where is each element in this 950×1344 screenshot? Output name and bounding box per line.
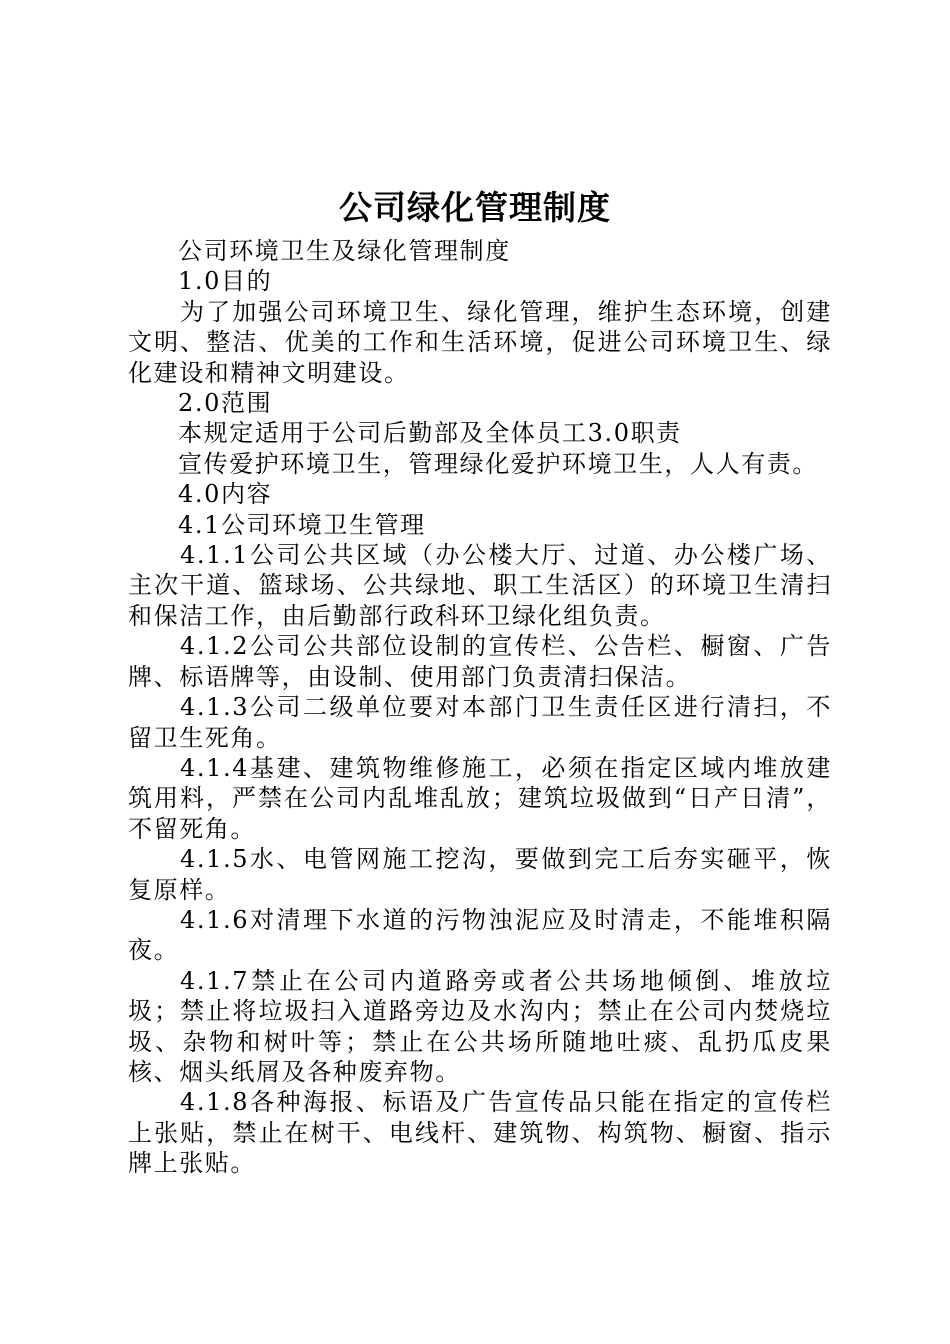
paragraph-subtitle: 公司环境卫生及绿化管理制度: [178, 237, 511, 265]
clause-4-1-5: 4.1.5水、电管网施工挖沟，要做到完工后夯实砸平，恢复原样。: [128, 845, 832, 904]
section-heading-sanitation: 4.1公司环境卫生管理: [178, 510, 426, 539]
clause-4-1-1: 4.1.1公司公共区域（办公楼大厅、过道、办公楼广场、主次干道、篮球场、公共绿地、职工生活区）的环境卫生清扫和保洁工作，由后勤部行政科环卫绿化组负责。: [128, 541, 832, 630]
section-heading-content: 4.0内容: [178, 480, 273, 509]
clause-4-1-6: 4.1.6对清理下水道的污物浊泥应及时清走，不能堆积隔夜。: [128, 905, 832, 965]
document-title: 公司绿化管理制度: [339, 188, 611, 227]
document-body: [128, 236, 832, 1179]
clause-4-1-8: 4.1.8各种海报、标语及广告宣传品只能在指定的宣传栏上张贴，禁止在树干、电线杆、建筑物、构筑物、橱窗、指示牌上张贴。: [128, 1088, 832, 1178]
section-heading-purpose: 1.0目的: [178, 267, 273, 296]
paragraph-purpose: 为了加强公司环境卫生、绿化管理，维护生态环境，创建文明、整洁、优美的工作和生活环境，促进公司环境卫生、绿化建设和精神文明建设。: [128, 297, 832, 387]
clause-4-1-4: 4.1.4基建、建筑物维修施工，必须在指定区域内堆放建筑用料，严禁在公司内乱堆乱放；建筑垃圾做到“日产日清”，不留死角。: [128, 753, 832, 843]
paragraph-duty: 宣传爱护环境卫生，管理绿化爱护环境卫生，人人有责。: [178, 449, 818, 478]
clause-4-1-2: 4.1.2公司公共部位设制的宣传栏、公告栏、橱窗、广告牌、标语牌等，由设制、使用部门负责清扫保洁。: [128, 632, 832, 691]
clause-4-1-7: 4.1.7禁止在公司内道路旁或者公共场地倾倒、堆放垃圾；禁止将垃圾扫入道路旁边及水沟内；禁止在公司内焚烧垃圾、杂物和树叶等；禁止在公共场所随地吐痰、乱扔瓜皮果核、烟头纸屑及各种废弃物。: [128, 966, 832, 1086]
clause-4-1-3: 4.1.3公司二级单位要对本部门卫生责任区进行清扫，不留卫生死角。: [128, 693, 832, 752]
section-heading-scope: 2.0范围: [178, 389, 273, 418]
paragraph-scope: 本规定适用于公司后勤部及全体员工3.0职责: [178, 419, 682, 448]
